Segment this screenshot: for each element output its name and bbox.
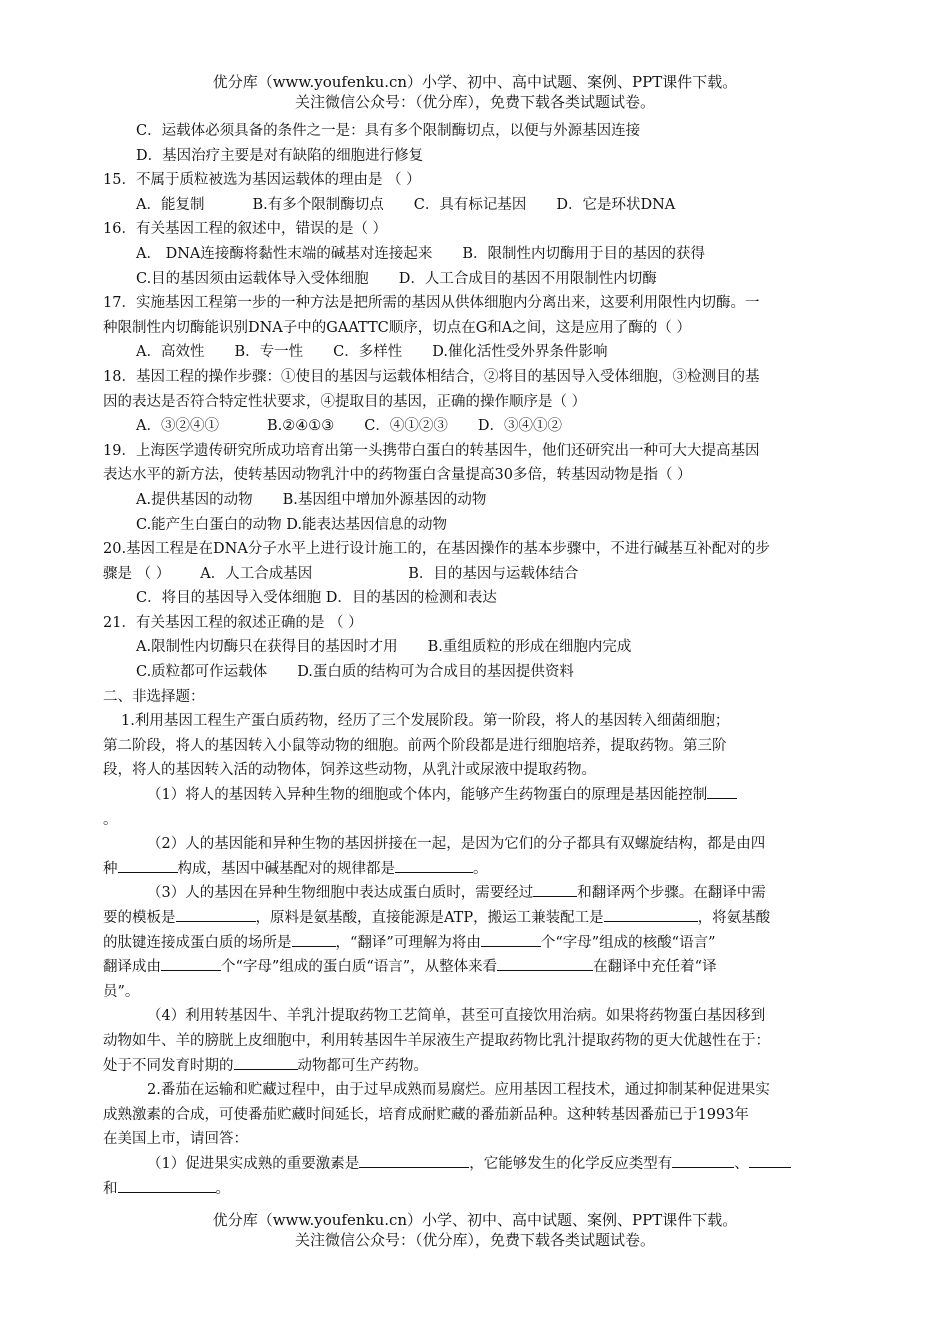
q15-options <box>103 193 847 218</box>
p1-sub4-text-a: 处于不同发育时期的 <box>103 1057 234 1074</box>
p1-intro-line2: 第二阶段，将人的基因转入小鼠等动物的细胞。前两个阶段都是进行细胞培养，提取药物。第三阶 <box>103 737 727 754</box>
p1-sub3-line5: 员”。 <box>103 983 140 1000</box>
q21-stem: 21．有关基因工程的叙述正确的是 （ ） <box>103 614 363 631</box>
q21-option-a: A.限制性内切酶只在获得目的基因时才用 <box>136 639 398 656</box>
answer-blank <box>672 1153 734 1168</box>
page-footer <box>0 1210 950 1250</box>
q15-option-d: D．它是环状DNA <box>556 196 676 213</box>
q19-option-a: A.提供基因的动物 <box>136 491 253 508</box>
p1-sub3-text-a: （3）人的基因在异种生物细胞中表达成蛋白质时，需要经过 <box>147 885 534 902</box>
answer-blank <box>118 1178 216 1193</box>
q19-option-b: B.基因组中增加外源基因的动物 <box>282 491 487 508</box>
p1-sub4-line2: 动物如牛、羊的膀胱上皮细胞中，利用转基因牛羊尿液生产提取药物比乳汁提取药物的更大优越性在于： <box>103 1032 770 1049</box>
footer-line-1: 优分库（www.youfenku.cn）小学、初中、高中试题、案例、PPT课件下载。 <box>212 1211 738 1229</box>
q19-stem-line2: 表达水平的新方法，使转基因动物乳汁中的药物蛋白含量提高30多倍，转基因动物是指（ ） <box>103 467 692 484</box>
answer-blank <box>292 932 336 947</box>
p2-intro-line3: 在美国上市，请回答： <box>103 1131 248 1148</box>
p1-sub3-text-f: 的肽键连接成蛋白质的场所是 <box>103 934 292 951</box>
q19-options-row2 <box>103 513 847 538</box>
p1-sub2-text-a: 种 <box>103 860 118 877</box>
answer-blank <box>497 956 593 971</box>
q15-option-b: B.有多个限制酶切点 <box>252 196 384 213</box>
p1-sub2-text-c: 。 <box>473 860 488 877</box>
q20-stem-tail: 骤是 （ ） <box>103 565 171 582</box>
q16-option-d: D．人工合成目的基因不用限制性内切酶 <box>398 270 657 287</box>
p2-sub1-text-b: ，它能够发生的化学反应类型有 <box>469 1155 673 1172</box>
answer-blank <box>161 956 221 971</box>
q20-stem-line1: 20.基因工程是在DNA分子水平上进行设计施工的，在基因操作的基本步骤中，不进行碱基互补配对的步 <box>103 541 770 558</box>
q15-option-a: A．能复制 <box>136 196 205 213</box>
exam-content <box>103 119 847 1201</box>
q17-option-a: A．高效性 <box>136 344 205 361</box>
p1-sub3-text-i: 翻译成由 <box>103 959 161 976</box>
page-header <box>0 72 950 112</box>
p1-sub3-line4 <box>103 955 847 980</box>
q15-option-c: C．具有标记基因 <box>413 196 527 213</box>
answer-blank <box>749 1153 791 1168</box>
p1-sub3-text-e: ，将氨基酸 <box>697 910 771 926</box>
q21-option-d: D.蛋白质的结构可为合成目的基因提供资料 <box>297 664 574 681</box>
footer-line-2: 关注微信公众号：（优分库），免费下载各类试题试卷。 <box>294 1231 655 1249</box>
q21-option-b: B.重组质粒的形成在细胞内完成 <box>427 639 632 656</box>
answer-blank <box>533 882 577 897</box>
p2-sub1-text-a: （1）促进果实成熟的重要激素是 <box>147 1155 360 1172</box>
q17-options <box>103 340 847 365</box>
q19-option-d: D.能表达基因信息的动物 <box>286 516 448 533</box>
p1-sub1-end: 。 <box>103 811 118 828</box>
header-line-1: 优分库（www.youfenku.cn）小学、初中、高中试题、案例、PPT课件下载。 <box>212 73 738 91</box>
p1-intro-line3: 段，将人的基因转入活的动物体，饲养这些动物，从乳汁或尿液中提取药物。 <box>103 762 596 779</box>
q16-stem: 16．有关基因工程的叙述中，错误的是（ ） <box>103 221 388 238</box>
p1-intro-line1: 1.利用基因工程生产蛋白质药物，经历了三个发展阶段。第一阶段，将人的基因转入细菌细胞； <box>121 713 730 730</box>
p2-sub1-text-c: 、 <box>734 1155 749 1172</box>
q20-option-d: D．目的基因的检测和表达 <box>325 590 497 607</box>
section-2-title: 二、非选择题： <box>103 688 205 705</box>
q17-option-b: B．专一性 <box>234 344 304 361</box>
q18-stem-line1: 18．基因工程的操作步骤：①使目的基因与运载体相结合，②将目的基因导入受体细胞，③检测目的基 <box>103 368 760 385</box>
q19-option-c: C.能产生白蛋白的动物 <box>136 516 282 533</box>
q17-option-d: D.催化活性受外界条件影响 <box>432 344 608 361</box>
q18-option-b: B.②④①③ <box>266 418 335 435</box>
answer-blank <box>395 858 473 873</box>
q14-option-d: D．基因治疗主要是对有缺陷的细胞进行修复 <box>136 147 424 164</box>
p1-sub3-line2 <box>103 906 847 931</box>
p1-sub4-line1: （4）利用转基因牛、羊乳汁提取药物工艺简单，甚至可直接饮用治病。如果将药物蛋白基因移到 <box>147 1008 766 1025</box>
q17-option-c: C．多样性 <box>333 344 403 361</box>
p1-sub3-line3 <box>103 931 847 956</box>
q18-stem-line2: 因的表达是否符合特定性状要求，④提取目的基因，正确的操作顺序是（ ） <box>103 393 587 410</box>
p1-sub4-line3 <box>103 1054 847 1079</box>
q20-option-b: B．目的基因与运载体结合 <box>408 565 579 582</box>
q17-stem-line1: 17．实施基因工程第一步的一种方法是把所需的基因从供体细胞内分离出来，这要利用限性内切酶。一 <box>103 295 760 312</box>
p1-sub3-text-j: 个“字母”组成的蛋白质“语言”，从整体来看 <box>221 959 498 976</box>
p1-sub2-text-b: 构成，基因中碱基配对的规律都是 <box>177 860 395 877</box>
answer-blank <box>118 858 178 873</box>
q20-stem-line2 <box>103 562 847 587</box>
q16-options-row2 <box>103 267 847 292</box>
q20-options-row2 <box>103 586 847 611</box>
p1-sub2-line1: （2）人的基因能和异种生物的基因拼接在一起，是因为它们的分子都具有双螺旋结构，都是由四 <box>147 836 766 853</box>
q20-option-c: C．将目的基因导入受体细胞 <box>136 590 322 607</box>
q21-options-row1 <box>103 635 847 660</box>
q16-option-b: B．限制性内切酶用于目的基因的获得 <box>462 245 706 262</box>
q18-option-a: A．③②④① <box>136 418 219 435</box>
p1-sub3-text-h: 个“字母”组成的核酸“语言” <box>540 934 716 951</box>
p1-sub3-text-b: 和翻译两个步骤。在翻译中需 <box>577 885 766 902</box>
q21-options-row2 <box>103 660 847 685</box>
q18-option-c: C．④①②③ <box>364 418 448 435</box>
p1-sub1-text: （1）将人的基因转入异种生物的细胞或个体内，能够产生药物蛋白的原理是基因能控制 <box>147 787 708 804</box>
q16-options-row1 <box>103 242 847 267</box>
q19-options-row1 <box>103 488 847 513</box>
q19-stem-line1: 19．上海医学遗传研究所成功培育出第一头携带白蛋白的转基因牛，他们还研究出一种可大大提高基因 <box>103 442 760 459</box>
q14-option-c: C．运载体必须具备的条件之一是：具有多个限制酶切点，以便与外源基因连接 <box>136 123 641 139</box>
p2-sub1-text-d: 和 <box>103 1180 118 1197</box>
q18-option-d: D．③④①② <box>477 418 562 435</box>
q17-stem-line2: 种限制性内切酶能识别DNA子中的GAATTC顺序，切点在G和A之间，这是应用了酶的（ ） <box>103 319 691 336</box>
answer-blank <box>359 1153 469 1168</box>
p2-intro-line2: 成熟激素的合成，可使番茄贮藏时间延长，培育成耐贮藏的番茄新品种。这种转基因番茄已于1993年 <box>103 1106 749 1123</box>
p2-sub1-line1 <box>103 1152 847 1177</box>
p1-sub2-line2 <box>103 857 847 882</box>
answer-blank <box>481 932 541 947</box>
answer-blank <box>176 907 256 922</box>
q16-option-c: C.目的基因须由运载体导入受体细胞 <box>136 270 369 287</box>
q18-options <box>103 414 847 439</box>
p1-sub3-text-k: 在翻译中充任着“译 <box>593 959 717 976</box>
p1-sub4-text-b: 动物都可生产药物。 <box>297 1057 428 1074</box>
p1-sub3-text-d: ，原料是氨基酸，直接能源是ATP，搬运工兼装配工是 <box>255 910 604 926</box>
q21-option-c: C.质粒都可作运载体 <box>136 664 268 681</box>
p2-sub1-line2 <box>103 1177 847 1202</box>
q15-stem: 15．不属于质粒被选为基因运载体的理由是 （ ） <box>103 172 421 189</box>
answer-blank <box>707 784 737 799</box>
header-line-2: 关注微信公众号：（优分库），免费下载各类试题试卷。 <box>294 93 655 111</box>
q16-option-a: A． DNA连接酶将黏性末端的碱基对连接起来 <box>136 245 433 262</box>
p2-sub1-text-e: 。 <box>215 1180 230 1197</box>
p2-intro-line1: 2.番茄在运输和贮藏过程中，由于过早成熟而易腐烂。应用基因工程技术，通过抑制某种促进果实 <box>147 1082 770 1099</box>
q20-option-a: A．人工合成基因 <box>200 565 313 582</box>
p1-sub3-text-c: 要的模板是 <box>103 910 176 926</box>
p1-sub3-text-g: ，“翻译”可理解为将由 <box>335 934 481 951</box>
p1-sub1 <box>103 783 847 808</box>
answer-blank <box>234 1055 298 1070</box>
answer-blank <box>604 907 698 922</box>
p1-sub3-line1 <box>103 881 847 906</box>
